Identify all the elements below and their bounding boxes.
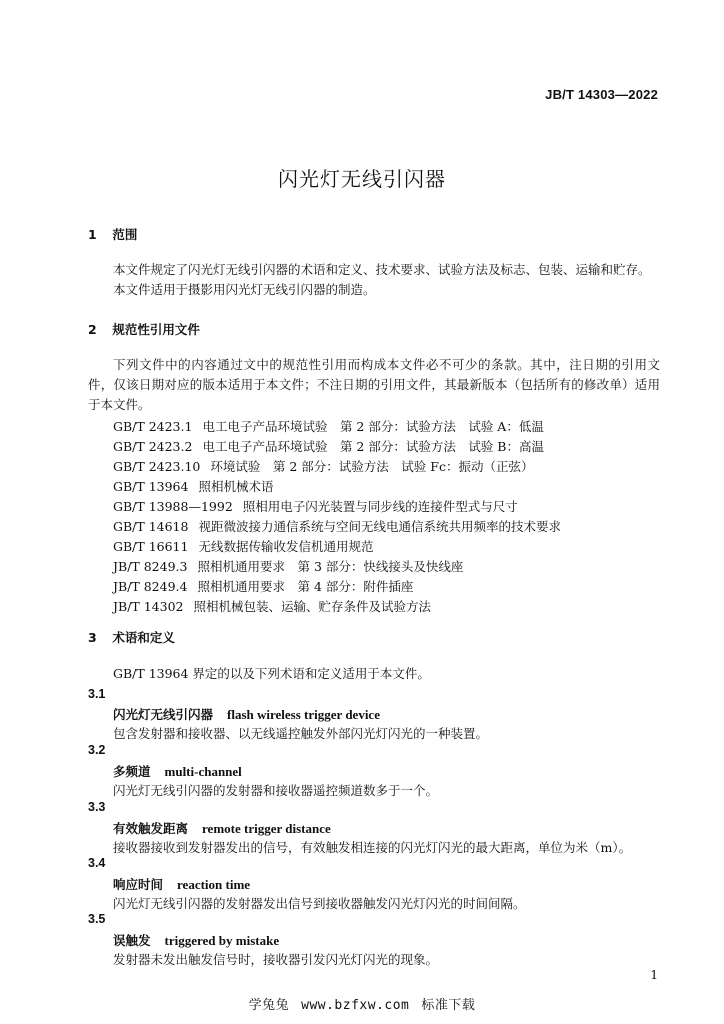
site-footer (0, 994, 724, 1013)
term-name (113, 875, 250, 893)
term-name-zh: 响应时间 (113, 877, 164, 892)
section-1-heading (88, 225, 137, 243)
reference-item (113, 437, 673, 457)
reference-code: GB/T 2423.2 (113, 439, 193, 454)
reference-item (113, 557, 673, 577)
footer-site-name: 学兔兔 (248, 998, 290, 1013)
references-intro: 下列文件中的内容通过文中的规范性引用而构成本文件必不可少的条款。其中，注日期的引用文件，仅该日期对应的版本适用于本文件；不注日期的引用文件，其最新版本（包括所有的修改单）适用于本文件。 (88, 357, 660, 412)
reference-list (113, 417, 673, 617)
standard-number: JB/T 14303—2022 (545, 87, 658, 102)
reference-title: 照相机通用要求 第 4 部分：附件插座 (197, 579, 414, 594)
term-definition: 包含发射器和接收器、以无线遥控触发外部闪光灯闪光的一种装置。 (113, 726, 489, 741)
reference-code: GB/T 14618 (113, 519, 189, 534)
term-name-en: flash wireless trigger device (227, 707, 380, 722)
section-title: 术语和定义 (112, 630, 175, 645)
term-number: 3.5 (88, 912, 106, 926)
term-name (113, 819, 331, 837)
reference-code: GB/T 16611 (113, 539, 189, 554)
term-name-zh: 闪光灯无线引闪器 (113, 707, 214, 722)
reference-code: JB/T 8249.4 (113, 579, 188, 594)
footer-slogan: 标准下载 (421, 998, 476, 1013)
reference-title: 照相机械术语 (198, 479, 274, 494)
reference-item (113, 477, 673, 497)
term-definition: 接收器接收到发射器发出的信号，有效触发相连接的闪光灯闪光的最大距离，单位为米（m）。 (113, 840, 632, 855)
reference-item (113, 597, 673, 617)
section-title: 规范性引用文件 (112, 322, 200, 337)
scope-paragraph-2: 本文件适用于摄影用闪光灯无线引闪器的制造。 (113, 282, 376, 297)
reference-title: 照相机通用要求 第 3 部分：快线接头及快线座 (197, 559, 464, 574)
reference-title: 环境试验 第 2 部分：试验方法 试验 Fc：振动（正弦） (210, 459, 534, 474)
footer-url-link[interactable]: www.bzfxw.com (301, 998, 410, 1013)
reference-title: 照相机械包装、运输、贮存条件及试验方法 (193, 599, 431, 614)
reference-title: 照相用电子闪光装置与同步线的连接件型式与尺寸 (242, 499, 518, 514)
reference-code: GB/T 13988—1992 (113, 499, 233, 514)
terms-intro: GB/T 13964 界定的以及下列术语和定义适用于本文件。 (113, 666, 430, 681)
section-number: 1 (88, 227, 97, 242)
reference-item (113, 577, 673, 597)
term-name (113, 762, 242, 780)
reference-code: JB/T 8249.3 (113, 559, 188, 574)
reference-title: 电工电子产品环境试验 第 2 部分：试验方法 试验 A：低温 (202, 419, 544, 434)
term-name (113, 705, 380, 723)
term-name-en: reaction time (177, 877, 251, 892)
term-number: 3.2 (88, 743, 106, 757)
reference-item (113, 517, 673, 537)
term-name (113, 931, 279, 949)
reference-item (113, 457, 673, 477)
term-definition: 发射器未发出触发信号时，接收器引发闪光灯闪光的现象。 (113, 952, 439, 967)
reference-code: JB/T 14302 (113, 599, 184, 614)
term-number: 3.4 (88, 856, 106, 870)
reference-title: 无线数据传输收发信机通用规范 (198, 539, 374, 554)
section-number: 3 (88, 630, 97, 645)
reference-code: GB/T 2423.1 (113, 419, 193, 434)
term-name-zh: 多频道 (113, 764, 151, 779)
reference-item (113, 417, 673, 437)
section-3-heading (88, 628, 175, 646)
term-definition: 闪光灯无线引闪器的发射器发出信号到接收器触发闪光灯闪光的时间间隔。 (113, 896, 526, 911)
term-name-en: multi-channel (164, 764, 242, 779)
term-definition: 闪光灯无线引闪器的发射器和接收器遥控频道数多于一个。 (113, 783, 439, 798)
reference-title: 视距微波接力通信系统与空间无线电通信系统共用频率的技术要求 (198, 519, 561, 534)
scope-paragraph-1: 本文件规定了闪光灯无线引闪器的术语和定义、技术要求、试验方法及标志、包装、运输和贮存。 (113, 262, 651, 277)
reference-title: 电工电子产品环境试验 第 2 部分：试验方法 试验 B：高温 (202, 439, 544, 454)
document-title: 闪光灯无线引闪器 (278, 167, 446, 191)
reference-code: GB/T 13964 (113, 479, 189, 494)
section-2-heading (88, 320, 200, 338)
term-number: 3.1 (88, 687, 106, 701)
term-number: 3.3 (88, 800, 106, 814)
term-name-zh: 有效触发距离 (113, 821, 189, 836)
reference-code: GB/T 2423.10 (113, 459, 201, 474)
reference-item (113, 537, 673, 557)
reference-item (113, 497, 673, 517)
page-number: 1 (650, 968, 658, 982)
section-title: 范围 (112, 227, 138, 242)
term-name-en: remote trigger distance (202, 821, 331, 836)
term-name-zh: 误触发 (113, 933, 151, 948)
term-name-en: triggered by mistake (164, 933, 280, 948)
section-number: 2 (88, 322, 97, 337)
